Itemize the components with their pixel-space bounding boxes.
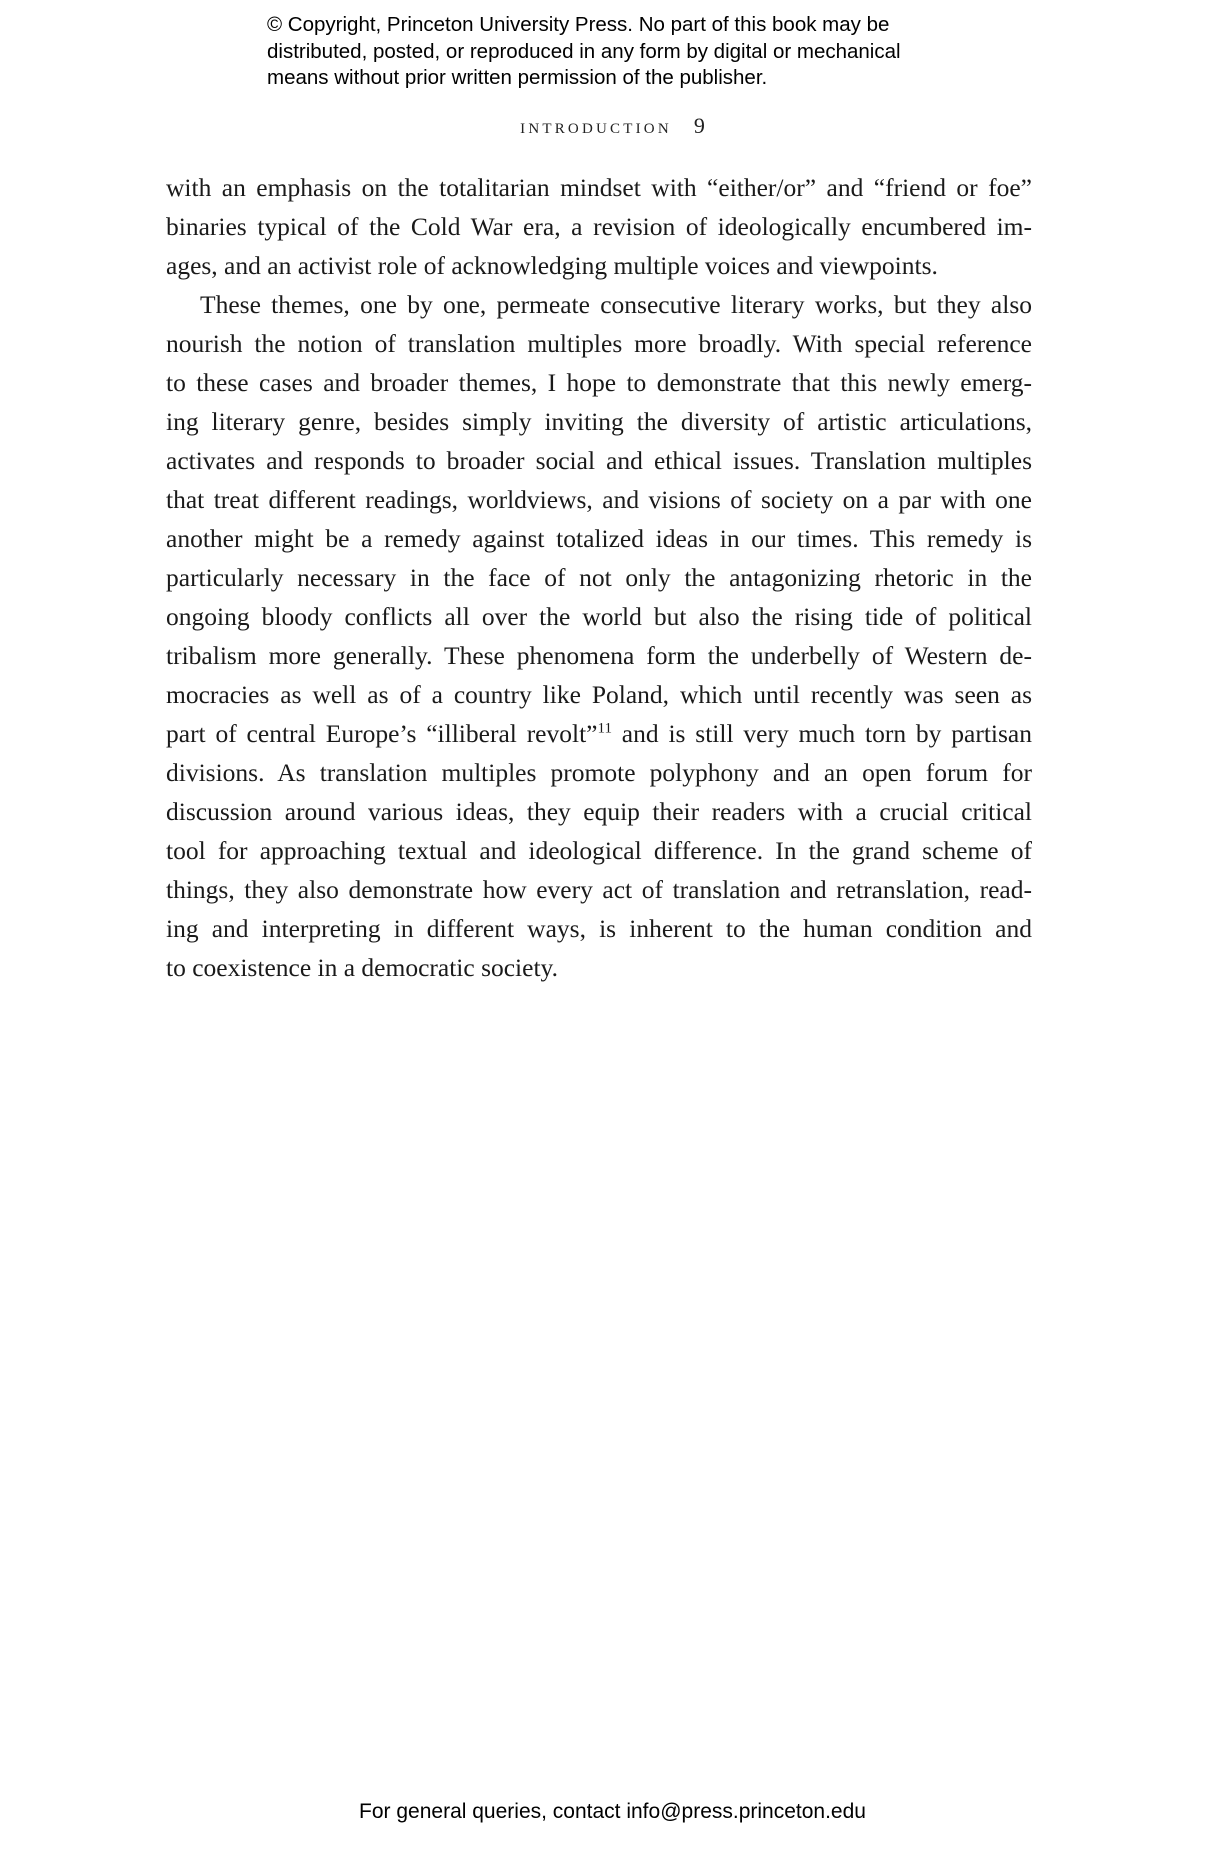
text-line: ing literary genre, besides simply inviting the diversity of artistic articulations, [166, 407, 1032, 436]
copyright-line: © Copyright, Princeton University Press. No part of this book may be [267, 13, 890, 36]
text-line: tribalism more generally. These phenomena form the underbelly of Western de- [166, 641, 1032, 670]
text-segment: and is still very much torn by partisan [611, 719, 1032, 748]
page-number: 9 [693, 113, 705, 138]
footnote-reference[interactable]: 11 [597, 720, 612, 737]
text-line: ages, and an activist role of acknowledging multiple voices and viewpoints. [166, 251, 938, 280]
copyright-notice [267, 12, 1027, 92]
text-line: another might be a remedy against totalized ideas in our times. This remedy is [166, 524, 1032, 553]
text-line: with an emphasis on the totalitarian mindset with “either/or” and “friend or foe” [166, 173, 1032, 202]
footer-contact: For general queries, contact info@press.princeton.edu [359, 1800, 866, 1823]
text-segment: part of central Europe’s “illiberal revolt” [166, 719, 598, 748]
text-line: that treat different readings, worldviews, and visions of society on a par with one [166, 485, 1032, 514]
text-line: to coexistence in a democratic society. [166, 953, 559, 982]
copyright-line: distributed, posted, or reproduced in any form by digital or mechanical [267, 39, 901, 63]
text-line: things, they also demonstrate how every act of translation and retranslation, read- [166, 875, 1032, 904]
text-line: activates and responds to broader social and ethical issues. Translation multiples [166, 446, 1032, 475]
text-line: nourish the notion of translation multiples more broadly. With special reference [166, 329, 1032, 358]
text-line: These themes, one by one, permeate consecutive literary works, but they also [200, 290, 1032, 319]
text-line: tool for approaching textual and ideological difference. In the grand scheme of [166, 836, 1032, 865]
text-line: divisions. As translation multiples promote polyphony and an open forum for [166, 758, 1032, 787]
text-line: ing and interpreting in different ways, is inherent to the human condition and [166, 914, 1032, 943]
section-title: introduction [520, 113, 672, 138]
text-line: to these cases and broader themes, I hope to demonstrate that this newly emerg- [166, 368, 1032, 397]
text-line: discussion around various ideas, they equip their readers with a crucial critical [166, 797, 1032, 826]
copyright-line: means without prior written permission of the publisher. [267, 66, 768, 89]
running-head [0, 113, 1225, 139]
body-text [166, 168, 1032, 987]
text-line-with-footnote [166, 714, 1032, 753]
text-line: ongoing bloody conflicts all over the world but also the rising tide of political [166, 602, 1032, 631]
text-line: binaries typical of the Cold War era, a revision of ideologically encumbered im- [166, 212, 1032, 241]
text-line: mocracies as well as of a country like Poland, which until recently was seen as [166, 680, 1032, 709]
text-line: particularly necessary in the face of not only the antagonizing rhetoric in the [166, 563, 1032, 592]
